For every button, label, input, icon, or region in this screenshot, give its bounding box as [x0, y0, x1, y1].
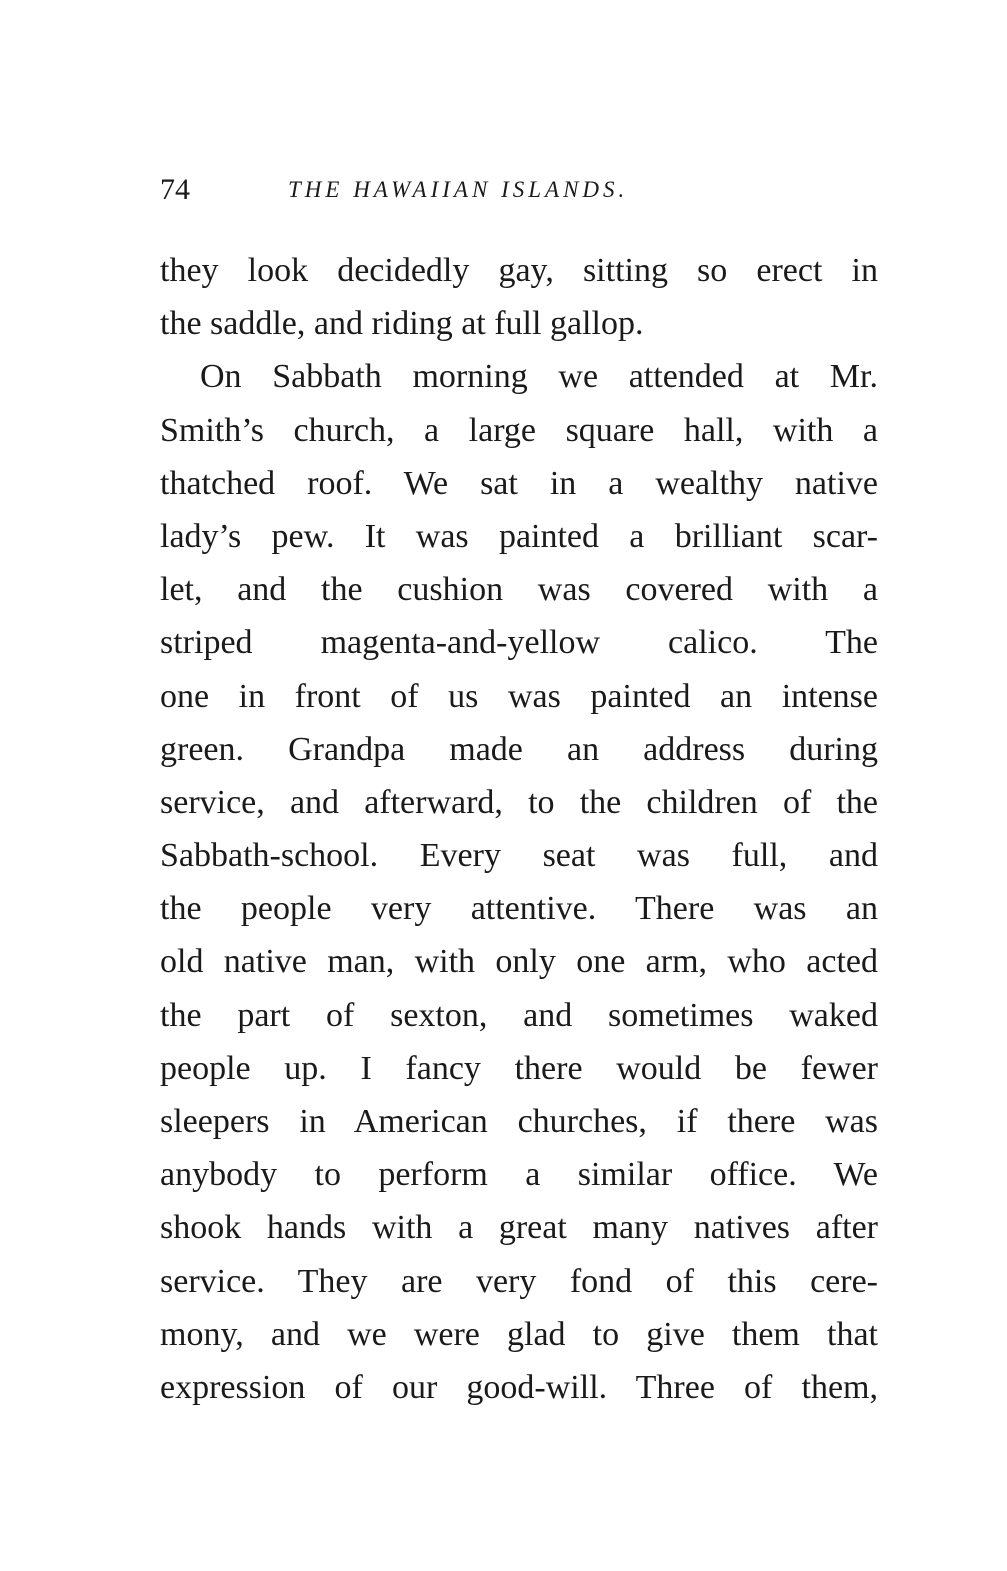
text-line: mony, and we were glad to give them that — [160, 1315, 878, 1353]
page-header — [160, 170, 880, 210]
text-line: green. Grandpa made an address during — [160, 730, 878, 768]
text-line: expression of our good-will. Three of them, — [160, 1368, 878, 1406]
text-line: On Sabbath morning we attended at Mr. — [200, 358, 878, 396]
text-line: old native man, with only one arm, who acted — [160, 943, 878, 981]
text-line: people up. I fancy there would be fewer — [160, 1049, 878, 1087]
text-line: the saddle, and riding at full gallop. — [160, 305, 644, 343]
text-line: the people very attentive. There was an — [160, 890, 878, 928]
text-line: the part of sexton, and sometimes waked — [160, 996, 878, 1034]
text-line: they look decidedly gay, sitting so erect in — [160, 252, 878, 289]
text-line: sleepers in American churches, if there was — [160, 1103, 878, 1140]
text-line: service. They are very fond of this cere- — [160, 1262, 878, 1300]
text-line: Sabbath-school. Every seat was full, and — [160, 837, 878, 875]
text-line: thatched roof. We sat in a wealthy native — [160, 464, 878, 502]
text-line: anybody to perform a similar office. We — [160, 1156, 878, 1194]
running-head: THE HAWAIIAN ISLANDS. — [288, 177, 629, 202]
text-line: let, and the cushion was covered with a — [160, 571, 878, 609]
text-line: Smith’s church, a large square hall, with a — [160, 411, 878, 449]
text-line: one in front of us was painted an intense — [160, 677, 878, 715]
text-line: service, and afterward, to the children of the — [160, 783, 878, 821]
text-line: shook hands with a great many natives after — [160, 1209, 878, 1247]
text-line: striped magenta-and-yellow calico. The — [160, 624, 878, 662]
body-text — [160, 244, 878, 1414]
page-number: 74 — [160, 173, 190, 206]
text-line: lady’s pew. It was painted a brilliant scar- — [160, 517, 878, 555]
